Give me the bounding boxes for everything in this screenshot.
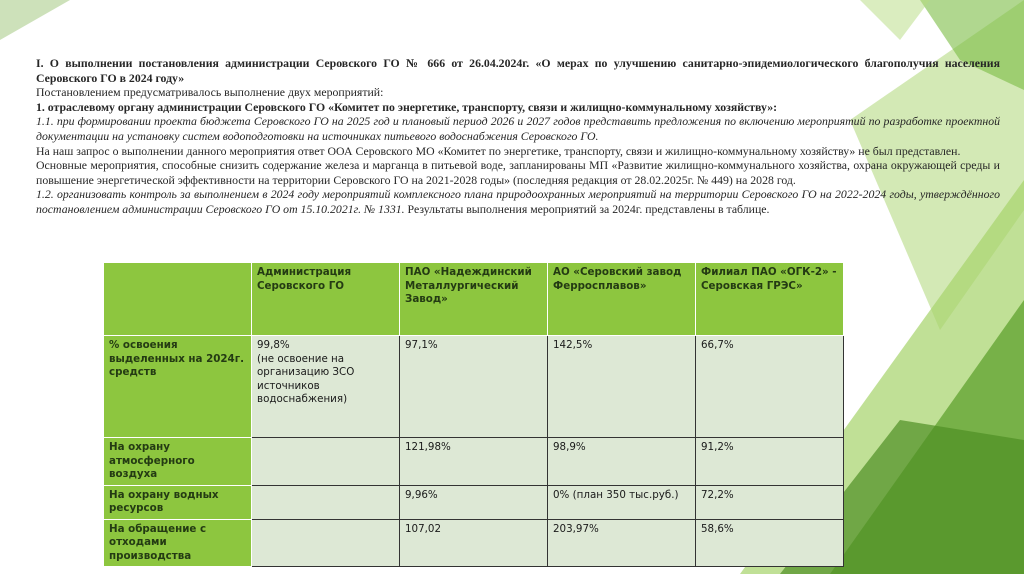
green-triangle-left bbox=[0, 0, 70, 40]
table-cell bbox=[252, 519, 400, 567]
item1-1-text: 1.1. при формировании проекта бюджета Серовского ГО на 2025 год и плановый период 2026 и 2027 годов представить предложения по включению мероприятий по разработке проектной документации на установку систем водоподготовки на источниках питьевого водоснабжения Серовского ГО. bbox=[36, 114, 1000, 143]
table-cell: 203,97% bbox=[548, 519, 696, 567]
intro-text: Постановлением предусматривалось выполнение двух мероприятий: bbox=[36, 85, 384, 100]
table-cell bbox=[252, 485, 400, 519]
table-header-row bbox=[104, 263, 844, 336]
green-shard-right-6 bbox=[860, 0, 930, 40]
table-cell: 66,7% bbox=[696, 336, 844, 438]
table-cell bbox=[252, 438, 400, 486]
table-cell: 58,6% bbox=[696, 519, 844, 567]
row-label: На охрану водных ресурсов bbox=[104, 485, 252, 519]
table-cell: 99,8% (не освоение на организацию ЗСО источников водоснабжения) bbox=[252, 336, 400, 438]
table-cell: 107,02 bbox=[400, 519, 548, 567]
item1-2-text: 1.2. организовать контроль за выполнением в 2024 году мероприятий комплексного плана природоохранных мероприятий на территории Серовского ГО на 2022-2024 годы, утверждённого постановлением администрации Серовского ГО от 15.10.2021г. № 1331. bbox=[36, 187, 1000, 216]
row-label: На обращение с отходами производства bbox=[104, 519, 252, 567]
header-szf: АО «Серовский завод Ферросплавов» bbox=[548, 263, 696, 336]
table-cell: 98,9% bbox=[548, 438, 696, 486]
item1-2-tail: Результаты выполнения мероприятий за 2024г. представлены в таблице. bbox=[404, 201, 770, 216]
row-label: % освоения выделенных на 2024г. средств bbox=[104, 336, 252, 438]
header-corner bbox=[104, 263, 252, 336]
table-cell: 72,2% bbox=[696, 485, 844, 519]
response-text: На наш запрос о выполнении данного мероприятия ответ ООА Серовского МО «Комитет по энергетике, транспорту, связи и жилищно-коммунальному хозяйству» не был представлен. bbox=[36, 143, 961, 158]
header-ogk2: Филиал ПАО «ОГК-2» - Серовская ГРЭС» bbox=[696, 263, 844, 336]
item1-2-paragraph bbox=[36, 187, 1000, 216]
item1-heading: 1. отраслевому органу администрации Серовского ГО «Комитет по энергетике, транспорту, связи и жилищно-коммунальному хозяйству»: bbox=[36, 99, 778, 114]
document-text bbox=[36, 56, 1000, 217]
table-cell: 121,98% bbox=[400, 438, 548, 486]
table-cell: 9,96% bbox=[400, 485, 548, 519]
table-cell: 0% (план 350 тыс.руб.) bbox=[548, 485, 696, 519]
measures-text: Основные мероприятия, способные снизить содержание железа и марганца в питьевой воде, запланированы МП «Развитие жилищно-коммунального хозяйства, охрана окружающей среды и повышение энергетической эффективности на территории Серовского ГО на 2021-2028 годы» (последняя редакция от 28.02.2025г. № 449) на 2028 год. bbox=[36, 158, 1000, 187]
table-row bbox=[104, 336, 844, 438]
table-row bbox=[104, 519, 844, 567]
table-row bbox=[104, 438, 844, 486]
results-table bbox=[103, 262, 844, 567]
table-cell: 91,2% bbox=[696, 438, 844, 486]
table-row bbox=[104, 485, 844, 519]
header-administration: Администрация Серовского ГО bbox=[252, 263, 400, 336]
table-cell: 97,1% bbox=[400, 336, 548, 438]
header-nmz: ПАО «Надеждинский Металлургический Завод» bbox=[400, 263, 548, 336]
section-heading: I. О выполнении постановления администрации Серовского ГО № 666 от 26.04.2024г. «О мерах по улучшению санитарно-эпидемиологического благополучия населения Серовского ГО в 2024 году» bbox=[36, 56, 1000, 85]
row-label: На охрану атмосферного воздуха bbox=[104, 438, 252, 486]
table-cell: 142,5% bbox=[548, 336, 696, 438]
